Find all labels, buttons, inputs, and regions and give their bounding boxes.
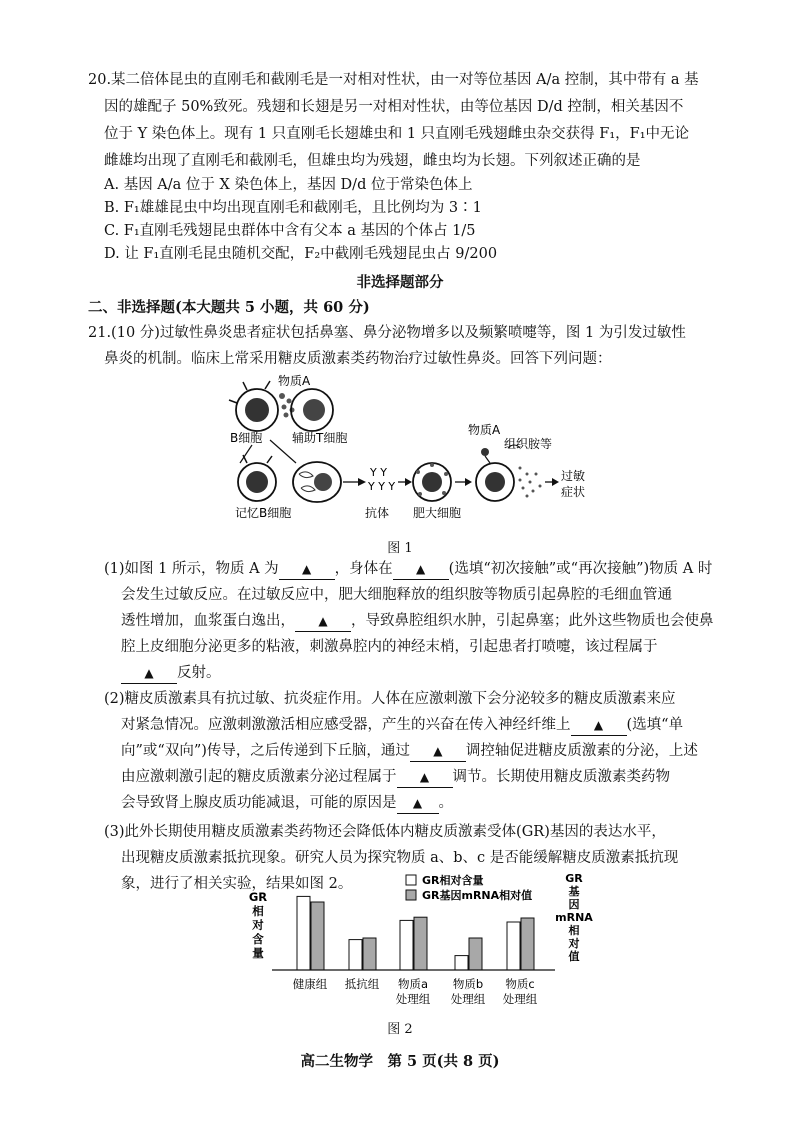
y-label-right-char: 对 bbox=[568, 937, 580, 950]
figure-1 bbox=[0, 370, 800, 530]
x-tick-label: 抵抗组 bbox=[344, 977, 380, 991]
p3-line1: (3)此外长期使用糖皮质激素类药物还会降低体内糖皮质激素受体(GR)基因的表达水平， bbox=[104, 824, 666, 840]
bar-gr-content-3 bbox=[400, 920, 413, 970]
mast-cell-shape bbox=[413, 463, 451, 501]
y-label-left-char: 相 bbox=[252, 904, 264, 918]
memory-b-cell-shape bbox=[238, 455, 276, 501]
part2-title: 二、非选择题(本大题共 5 小题，共 60 分) bbox=[88, 299, 370, 316]
x-tick-label: 物质b bbox=[452, 977, 484, 991]
bar-gr-content-5 bbox=[507, 922, 520, 970]
plasma-cell-shape bbox=[293, 462, 341, 502]
y-label-left-char: 量 bbox=[252, 946, 264, 960]
fig1-helper-t-label: 辅助T细胞 bbox=[292, 431, 348, 445]
b-cell-shape bbox=[229, 381, 278, 431]
answer-blank[interactable]: ▲ bbox=[397, 793, 439, 814]
answer-blank[interactable]: ▲ bbox=[121, 663, 177, 684]
p2-line1: (2)糖皮质激素具有抗过敏、抗炎症作用。人体在应激刺激下会分泌较多的糖皮质激素来应 bbox=[104, 691, 676, 707]
legend-label-1: GR相对含量 bbox=[422, 874, 484, 887]
bar-gr-mrna-4 bbox=[469, 938, 482, 970]
p2-line5: 会导致肾上腺皮质功能减退，可能的原因是 ▲ 。 bbox=[121, 793, 453, 814]
fig1-allergy-label-1: 过敏 bbox=[561, 469, 586, 483]
y-label-left-char: 对 bbox=[252, 918, 264, 932]
figure-1-caption: 图 1 bbox=[387, 541, 413, 556]
fig1-histamine-label: 组织胺等 bbox=[504, 437, 553, 451]
p1-line2: 会发生过敏反应。在过敏反应中，肥大细胞释放的组织胺等物质引起鼻腔的毛细血管通 bbox=[121, 587, 672, 603]
bar-gr-mrna-1 bbox=[311, 902, 324, 970]
bar-gr-mrna-2 bbox=[363, 938, 376, 970]
q20-option-c: C. F₁直刚毛残翅昆虫群体中含有父本 a 基因的个体占 1/5 bbox=[104, 223, 476, 239]
helper-t-cell-shape bbox=[291, 389, 333, 431]
x-tick-label: 物质a bbox=[397, 977, 429, 991]
page-footer: 高二生物学 第 5 页(共 8 页) bbox=[300, 1053, 500, 1070]
x-tick-label: 处理组 bbox=[395, 992, 431, 1006]
y-label-right-char: 相 bbox=[568, 924, 580, 937]
q20-option-a: A. 基因 A/a 位于 X 染色体上，基因 D/d 位于常染色体上 bbox=[104, 177, 473, 193]
y-axis-label-left bbox=[249, 890, 267, 960]
chart-bars bbox=[297, 896, 534, 970]
y-label-right-char: 因 bbox=[568, 898, 580, 911]
answer-blank[interactable]: ▲ bbox=[295, 611, 351, 632]
fig1-memory-b-label: 记忆B细胞 bbox=[235, 506, 292, 520]
p3-line3: 象，进行了相关实验，结果如图 2。 bbox=[121, 876, 353, 892]
fig1-mast-cell-label: 肥大细胞 bbox=[413, 506, 462, 520]
figure-2-chart bbox=[0, 870, 800, 1020]
legend-swatch-2 bbox=[406, 890, 416, 900]
p2-line4: 由应激刺激引起的糖皮质激素分泌过程属于 ▲ 调节。长期使用糖皮质激素类药物 bbox=[121, 767, 670, 788]
fig1-allergy-label-2: 症状 bbox=[561, 485, 586, 499]
answer-blank[interactable]: ▲ bbox=[397, 767, 453, 788]
bar-gr-content-4 bbox=[455, 956, 468, 970]
bar-gr-content-1 bbox=[297, 896, 310, 970]
y-label-right-char: 值 bbox=[568, 950, 580, 963]
q20-line4: 雌雄均出现了直刚毛和截刚毛，但雄虫均为残翅，雌虫均为长翅。下列叙述正确的是 bbox=[104, 153, 641, 169]
p1-line5: ▲ 反射。 bbox=[121, 663, 221, 684]
q20-line1: 20.某二倍体昆虫的直刚毛和截刚毛是一对相对性状，由一对等位基因 A/a 控制，其中带有 a 基 bbox=[88, 72, 699, 88]
fig1-substance-a-label: 物质A bbox=[278, 374, 311, 388]
svg-text:Y Y Y: Y Y Y bbox=[368, 480, 396, 493]
q20-line3: 位于 Y 染色体上。现有 1 只直刚毛长翅雄虫和 1 只直刚毛残翅雌虫杂交获得 F₁，F₁中无论 bbox=[104, 126, 690, 142]
q21-intro-line1: 21.(10 分)过敏性鼻炎患者症状包括鼻塞、鼻分泌物增多以及频繁喷嚏等，图 1 为引发过敏性 bbox=[88, 325, 686, 341]
fig1-antibody-label: 抗体 bbox=[365, 506, 390, 520]
q21-intro-line2: 鼻炎的机制。临床上常采用糖皮质激素类药物治疗过敏性鼻炎。回答下列问题： bbox=[104, 351, 612, 367]
chart-legend bbox=[406, 873, 532, 902]
svg-text:Y Y: Y Y bbox=[370, 466, 387, 479]
x-axis-labels bbox=[293, 977, 538, 1006]
y-label-right-char: 基 bbox=[568, 885, 580, 898]
activated-mast-cell-shape bbox=[476, 463, 514, 501]
y-label-left-char: GR bbox=[248, 890, 268, 904]
p3-line2: 出现糖皮质激素抵抗现象。研究人员为探究物质 a、b、c 是否能缓解糖皮质激素抵抗现 bbox=[121, 850, 679, 866]
q20-option-d: D. 让 F₁直刚毛昆虫随机交配，F₂中截刚毛残翅昆虫占 9/200 bbox=[104, 246, 498, 262]
answer-blank[interactable]: ▲ bbox=[279, 559, 335, 580]
y-label-right-char: mRNA bbox=[555, 911, 593, 924]
bar-gr-mrna-3 bbox=[414, 917, 427, 970]
x-tick-label: 处理组 bbox=[502, 992, 538, 1006]
q20-line2: 因的雄配子 50%致死。残翅和长翅是另一对相对性状，由等位基因 D/d 控制，相关基因不 bbox=[104, 99, 684, 115]
legend-swatch-1 bbox=[406, 875, 416, 885]
p2-line2: 对紧急情况。应激刺激激活相应感受器，产生的兴奋在传入神经纤维上 ▲ (选填“单 bbox=[121, 715, 683, 736]
y-label-right-char: GR bbox=[565, 872, 583, 885]
legend-label-2: GR基因mRNA相对值 bbox=[422, 889, 533, 902]
bar-gr-content-2 bbox=[349, 940, 362, 970]
p1-line3: 透性增加，血浆蛋白逸出， ▲ ，导致鼻腔组织水肿，引起鼻塞；此外这些物质也会使鼻 bbox=[121, 611, 714, 632]
x-tick-label: 健康组 bbox=[292, 977, 328, 991]
p1-line4: 腔上皮细胞分泌更多的粘液，刺激鼻腔内的神经末梢，引起患者打喷嚏，该过程属于 bbox=[121, 639, 658, 655]
bar-gr-mrna-5 bbox=[521, 918, 534, 970]
fig1-substance-a2-label: 物质A bbox=[468, 423, 501, 437]
x-tick-label: 物质c bbox=[505, 977, 535, 991]
p1-line1: (1)如图 1 所示，物质 A 为 ▲ ，身体在 ▲ (选填“初次接触”或“再次接触”)物质 A 时 bbox=[104, 559, 712, 580]
q20-option-b: B. F₁雄雄昆虫中均出现直刚毛和截刚毛，且比例均为 3∶1 bbox=[104, 200, 482, 216]
answer-blank[interactable]: ▲ bbox=[393, 559, 449, 580]
section-title: 非选择题部分 bbox=[356, 274, 444, 291]
y-axis-label-right bbox=[555, 872, 593, 963]
fig1-b-cell-label: B细胞 bbox=[230, 431, 263, 445]
answer-blank[interactable]: ▲ bbox=[571, 715, 627, 736]
p2-line3: 向”或“双向”)传导，之后传递到下丘脑，通过 ▲ 调控轴促进糖皮质激素的分泌，上述 bbox=[121, 741, 698, 762]
x-tick-label: 处理组 bbox=[450, 992, 486, 1006]
histamine-dots bbox=[519, 467, 542, 498]
y-label-left-char: 含 bbox=[252, 932, 264, 946]
answer-blank[interactable]: ▲ bbox=[410, 741, 466, 762]
figure-2-caption: 图 2 bbox=[387, 1022, 413, 1037]
